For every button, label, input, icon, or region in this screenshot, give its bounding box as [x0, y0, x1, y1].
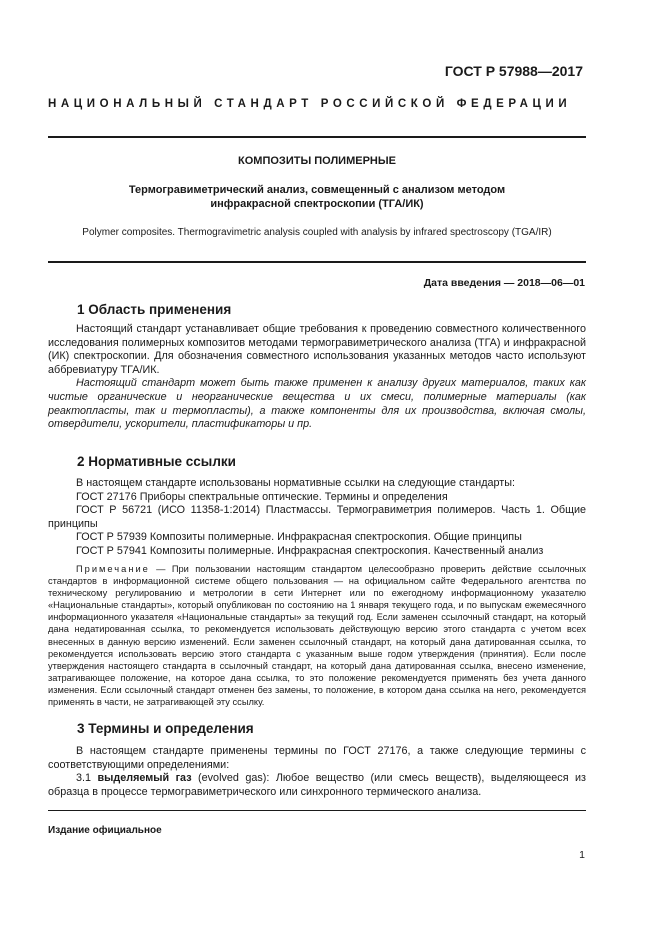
top-divider: [48, 136, 586, 138]
reference-item: ГОСТ Р 56721 (ИСО 11358-1:2014) Пластмассы. Термогравиметрия полимеров. Часть 1. Общие принципы: [48, 504, 586, 530]
page-number: 1: [579, 849, 585, 861]
note-text: — При пользовании настоящим стандартом целесообразно проверить действие ссылочных стандартов в информационной системе общего пользования — на официальном сайте Федерального агентства по техническому регулированию и метрологии в сети Интернет или по ежегодному информационному указателю «Национальные стандарты», который опубликован по состоянию на 1 января текущего года, и по выпускам ежемесячного информационного указателя «Национальные стандарты» за текущий год. Если заменен ссылочный стандарт, на который дана недатированная ссылка, то рекомендуется использовать действующую версию этого стандарта с учетом всех внесенных в данную версию изменений. Если заменен ссылочный стандарт, на который дана датированная ссылка, то рекомендуется использовать версию этого стандарта с указанным выше годом утверждения (принятия). Если после утверждения настоящего стандарта в ссылочный стандарт, на который дана датированная ссылка, внесено изменение, затрагивающее положение, на которое дана ссылка, то это положение рекомендуется применять без учета данного изменения. Если ссылочный стандарт отменен без замены, то положение, в котором дана ссылка на него, рекомендуется применять в части, не затрагивающей эту ссылку.: [48, 564, 586, 708]
section-3-intro: В настоящем стандарте применены термины по ГОСТ 27176, а также следующие термины с соответствующими определениями:: [48, 745, 586, 771]
term-number: 3.1: [76, 772, 98, 785]
bottom-title-divider: [48, 261, 586, 263]
term-definition-3-1: [48, 772, 586, 799]
edition-label: Издание официальное: [48, 825, 162, 836]
section-1-paragraph-2: Настоящий стандарт может быть также применен к анализу других материалов, таких как чистые органические и неорганические вещества и их смеси, полимерные материалы (как реактопласты, так и термопласты), а также компоненты для их производства, включая смолы, отвердители, ускорители, пластификаторы и пр.: [48, 377, 586, 431]
term-name: выделяемый газ: [97, 772, 192, 785]
section-1-heading: 1 Область применения: [77, 302, 232, 317]
document-title: КОМПОЗИТЫ ПОЛИМЕРНЫЕ: [238, 155, 396, 167]
section-2-heading: 2 Нормативные ссылки: [77, 454, 236, 469]
reference-item: ГОСТ 27176 Приборы спектральные оптические. Термины и определения: [76, 490, 448, 503]
section-2-note: [48, 563, 586, 708]
section-2-body: [48, 477, 586, 559]
section-1-body: [48, 323, 586, 432]
reference-item: ГОСТ Р 57939 Композиты полимерные. Инфракрасная спектроскопия. Общие принципы: [76, 531, 522, 544]
section-2-intro: В настоящем стандарте использованы нормативные ссылки на следующие стандарты:: [76, 477, 515, 489]
national-standard-banner: НАЦИОНАЛЬНЫЙ СТАНДАРТ РОССИЙСКОЙ ФЕДЕРАЦИИ: [48, 98, 572, 110]
section-3-body: [48, 745, 586, 799]
note-label: Примечание: [76, 564, 150, 574]
footer-divider: [48, 810, 586, 811]
section-1-paragraph-1: Настоящий стандарт устанавливает общие требования к проведению совместного количественного исследования полимерных композитов методами термогравиметрического анализа (ТГА) и инфракрасной (ИК) спектроскопии. Для обозначения совместного использования указанных методов часто используют аббревиатуру ТГА/ИК.: [48, 323, 586, 376]
subtitle-line-1: Термогравиметрический анализ, совмещенный с анализом методом: [128, 184, 506, 196]
section-3-heading: 3 Термины и определения: [77, 721, 254, 736]
reference-item: ГОСТ Р 57941 Композиты полимерные. Инфракрасная спектроскопия. Качественный анализ: [76, 544, 544, 557]
introduction-date: Дата введения — 2018—06—01: [423, 277, 585, 289]
document-subtitle: [48, 184, 586, 211]
document-number: ГОСТ Р 57988—2017: [444, 63, 583, 79]
english-title: Polymer composites. Thermogravimetric analysis coupled with analysis by infrared spectroscopy (TGA/IR): [82, 227, 552, 238]
term-definition-text: (evolved gas): Любое вещество (или смесь веществ), выделяющееся из образца в процессе термогравиметрического или синхронного термического анализа.: [48, 772, 586, 798]
subtitle-line-2: инфракрасной спектроскопии (ТГА/ИК): [210, 197, 424, 210]
